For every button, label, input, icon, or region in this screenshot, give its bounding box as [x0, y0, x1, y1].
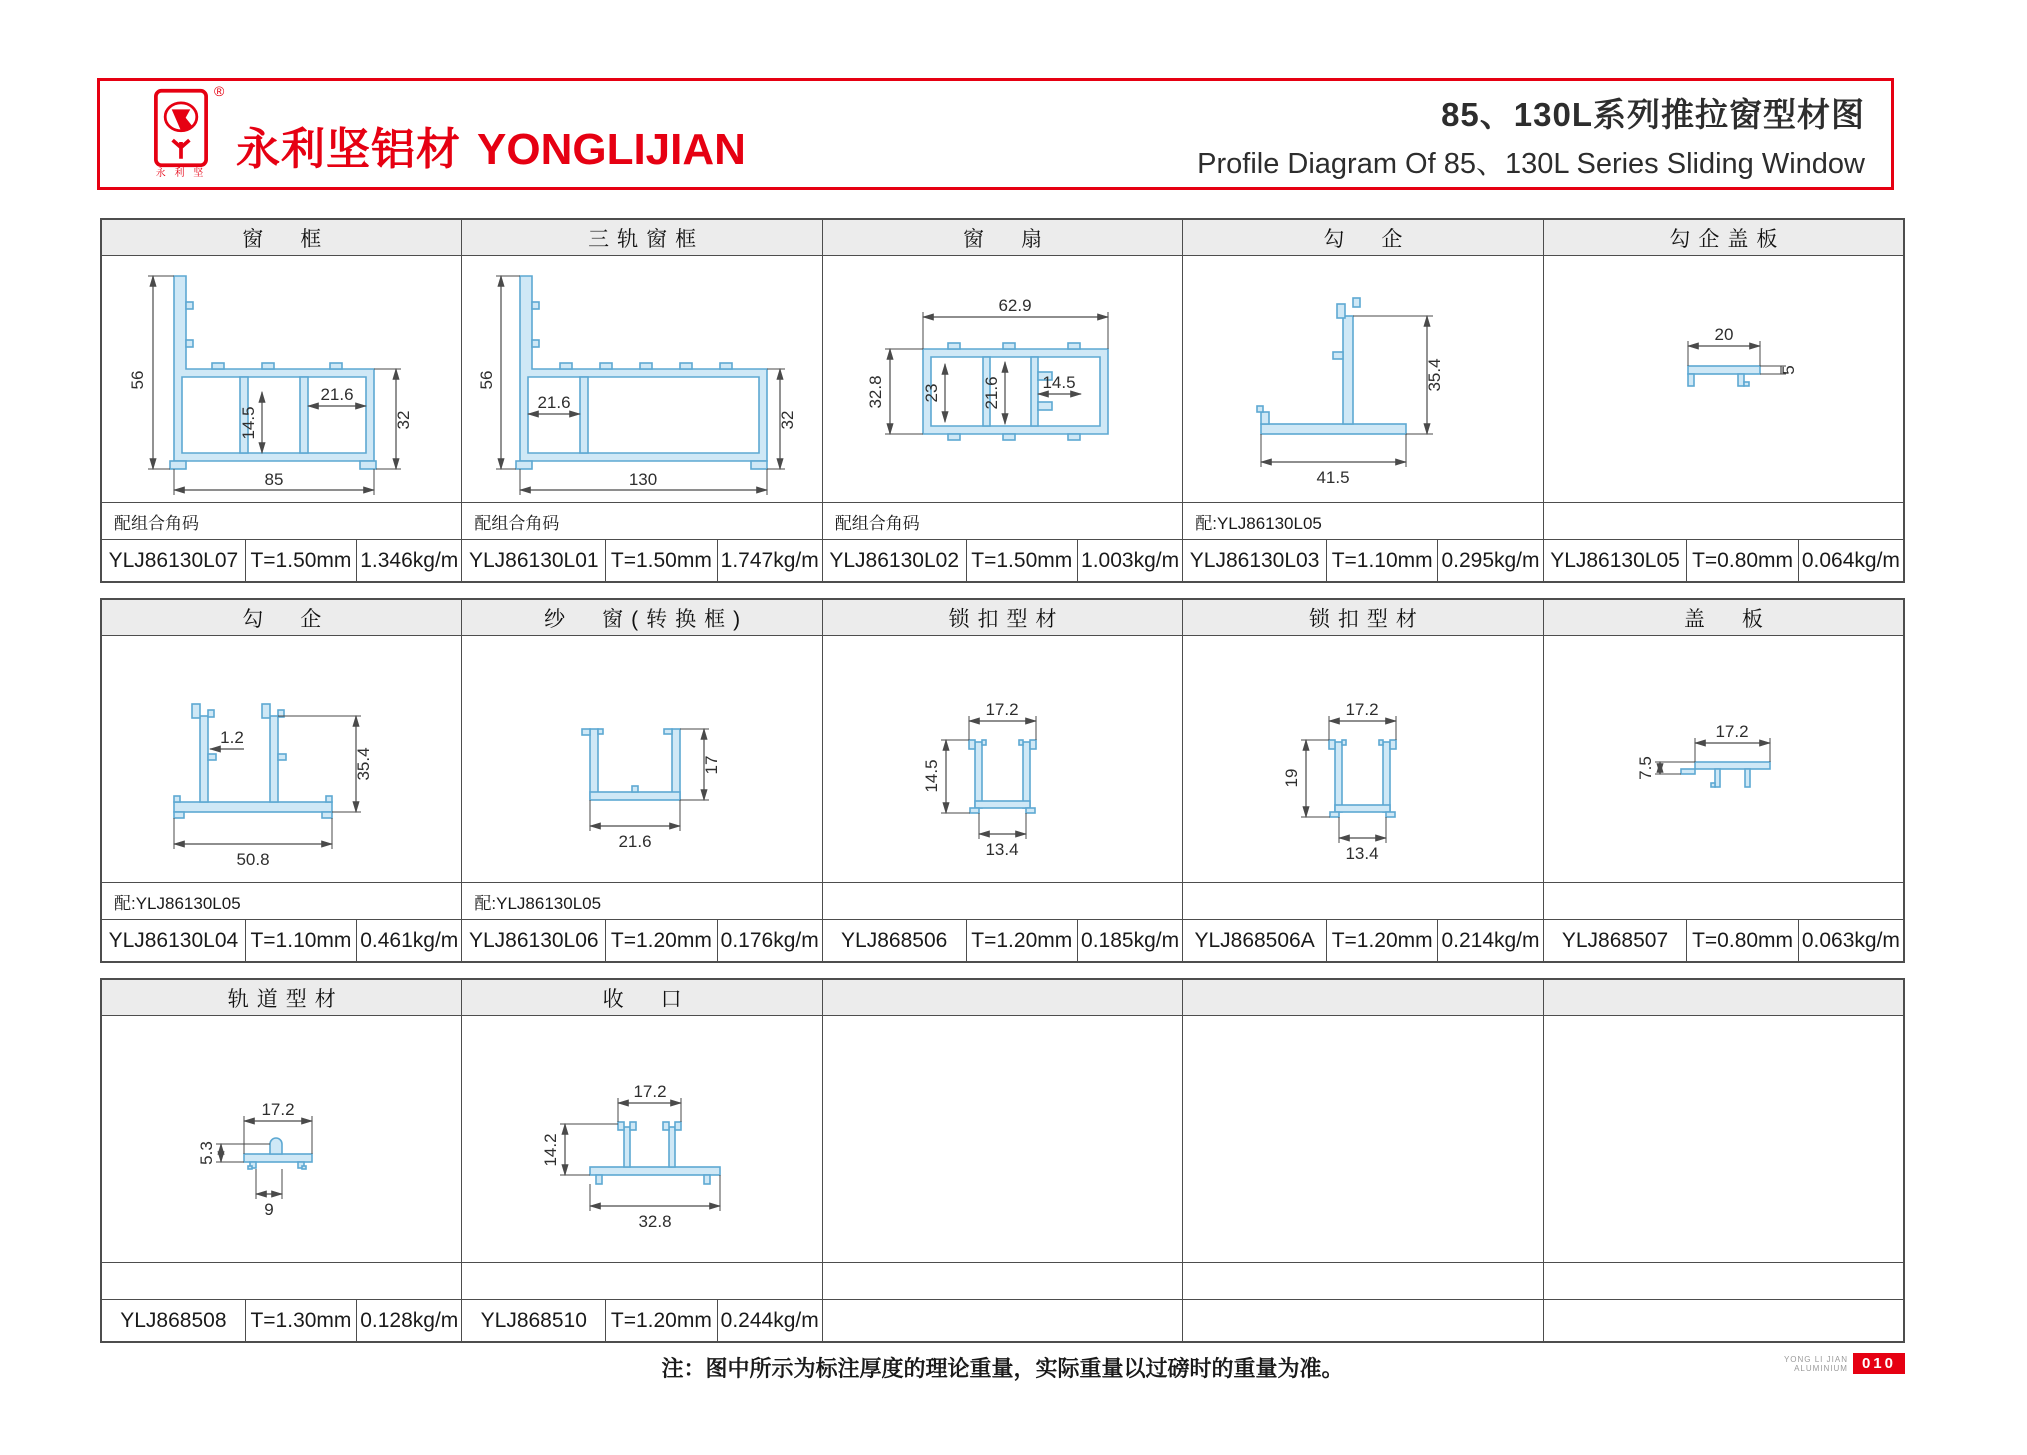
- model-code: [1544, 1300, 1688, 1341]
- cell-title: 收 口: [462, 980, 821, 1016]
- profile-outline: [923, 343, 1108, 440]
- profile-drawing-window-sash: [833, 256, 1173, 502]
- brand-logo: [150, 88, 212, 179]
- cell-drawing-area: [823, 256, 1182, 502]
- weight: 0.176kg/m: [720, 928, 819, 952]
- profile-cell-hook-cover-plate: [1544, 220, 1903, 581]
- cell-data-row: [1183, 539, 1542, 581]
- profile-drawing-triple-track-frame: [472, 256, 812, 502]
- dim-label: 32: [393, 410, 413, 430]
- header: [97, 78, 1894, 190]
- profile-cell-hook-lock-1: [1183, 220, 1543, 581]
- thickness: T=0.80mm: [1687, 540, 1798, 581]
- dim-label: 14.5: [1041, 373, 1076, 392]
- cell-data-row: [102, 539, 461, 581]
- dim-label: 19: [1281, 768, 1301, 788]
- dim-label: 13.4: [984, 840, 1019, 859]
- cell-note: [462, 1262, 821, 1299]
- model-code: YLJ86130L04: [102, 920, 246, 961]
- cell-drawing-area: [823, 636, 1182, 882]
- cell-data-row: [1544, 919, 1903, 961]
- thickness: T=1.10mm: [1327, 540, 1438, 581]
- dim-label: 20: [1714, 325, 1734, 344]
- model-code: YLJ868507: [1544, 920, 1688, 961]
- model-code: [823, 1300, 967, 1341]
- profile-outline: [170, 276, 376, 469]
- cell-data-row: [1183, 1299, 1542, 1341]
- weight: [1438, 1300, 1542, 1341]
- model-code: YLJ868506A: [1183, 920, 1327, 961]
- cell-drawing-area: [1183, 636, 1542, 882]
- cell-title: 纱 窗(转换框): [462, 600, 821, 636]
- dim-label: 50.8: [236, 850, 270, 869]
- cell-title: 勾企盖板: [1544, 220, 1903, 256]
- dim-label: 1.2: [219, 728, 244, 747]
- cell-drawing-area: [1544, 256, 1903, 502]
- dim-label: 14.2: [541, 1133, 561, 1167]
- thickness: [1327, 1300, 1438, 1341]
- cell-drawing-area: [1544, 636, 1903, 882]
- dim-label: 14.5: [238, 406, 258, 440]
- cell-drawing-area: [102, 1016, 461, 1262]
- page-badge: [1784, 1353, 1905, 1374]
- thickness: T=1.20mm: [606, 920, 717, 961]
- profile-drawing-lock-catch-1: [833, 636, 1173, 882]
- page-number: 010: [1853, 1353, 1905, 1374]
- profile-outline: [174, 704, 332, 818]
- thickness: [1687, 1300, 1798, 1341]
- cell-title: 锁扣型材: [1183, 600, 1542, 636]
- cell-data-row: [823, 539, 1182, 581]
- cell-data-row: [1544, 539, 1903, 581]
- cell-title: 三轨窗框: [462, 220, 821, 256]
- cell-data-row: [823, 919, 1182, 961]
- cell-drawing-area: [1544, 1016, 1903, 1262]
- weight: 0.244kg/m: [720, 1308, 819, 1332]
- table-row: [100, 978, 1905, 1343]
- profile-drawing-track: [112, 1016, 452, 1262]
- cell-title: 勾 企: [1183, 220, 1542, 256]
- cell-drawing-area: [462, 256, 821, 502]
- weight: [1799, 1300, 1903, 1341]
- cell-drawing-area: [102, 636, 461, 882]
- cell-title: [1544, 980, 1903, 1016]
- page-title-cn: 85、130L系列推拉窗型材图: [1441, 96, 1865, 133]
- profile-outline: [516, 276, 767, 469]
- thickness: T=1.50mm: [967, 540, 1078, 581]
- weight: 1.747kg/m: [720, 548, 819, 572]
- cell-note: [823, 882, 1182, 919]
- badge-brand-line1: YONG LI JIAN: [1783, 1354, 1848, 1364]
- weight: 0.185kg/m: [1081, 928, 1180, 952]
- cell-note: 配组合角码: [102, 502, 461, 539]
- profile-drawing-lock-catch-2: [1193, 636, 1533, 882]
- cell-note: [1544, 1262, 1903, 1299]
- weight: 1.346kg/m: [360, 548, 459, 572]
- cell-note: 配组合角码: [462, 502, 821, 539]
- cell-drawing-area: [1183, 256, 1542, 502]
- weight: 1.003kg/m: [1081, 548, 1180, 572]
- profile-outline: [1257, 298, 1406, 434]
- profile-outline: [244, 1138, 312, 1169]
- cell-data-row: [1183, 919, 1542, 961]
- cell-note: [823, 1262, 1182, 1299]
- cell-data-row: [823, 1299, 1182, 1341]
- profile-cell-screen-adapter-frame: [462, 600, 822, 961]
- dim-label: 62.9: [997, 296, 1032, 315]
- dim-label: 14.5: [921, 759, 941, 793]
- cell-title: 锁扣型材: [823, 600, 1182, 636]
- profile-table: [100, 218, 1905, 1358]
- profile-cell-closing-strip: [462, 980, 822, 1341]
- registered-trademark-icon: ®: [214, 83, 225, 99]
- profile-drawing-hook-lock-1: [1193, 256, 1533, 502]
- cell-note: 配组合角码: [823, 502, 1182, 539]
- profile-drawing-closing-strip: [472, 1016, 812, 1262]
- model-code: YLJ86130L02: [823, 540, 967, 581]
- cell-title: [1183, 980, 1542, 1016]
- dim-label: 21.6: [981, 376, 1001, 410]
- model-code: YLJ86130L05: [1544, 540, 1688, 581]
- dim-label: 23: [921, 383, 941, 403]
- cell-note: 配:YLJ86130L05: [462, 882, 821, 919]
- dim-label: 17.2: [984, 700, 1019, 719]
- cell-note: [102, 1262, 461, 1299]
- badge-brand-text: [1784, 1355, 1848, 1373]
- page-title: [1197, 89, 1865, 182]
- brand-name: [236, 113, 746, 177]
- cell-data-row: [1544, 1299, 1903, 1341]
- dim-label: 35.4: [353, 747, 373, 781]
- cell-drawing-area: [102, 256, 461, 502]
- dim-label: 21.6: [320, 385, 354, 404]
- page-title-en: Profile Diagram Of 85、130L Series Sliding Window: [1197, 148, 1865, 180]
- model-code: YLJ86130L06: [462, 920, 606, 961]
- profile-cell-triple-track-frame-130: [462, 220, 822, 581]
- cell-title: 轨道型材: [102, 980, 461, 1016]
- brand-name-cn: 永利坚铝材: [236, 125, 461, 174]
- dim-label: 17.2: [261, 1100, 295, 1119]
- cell-drawing-area: [462, 1016, 821, 1262]
- model-code: YLJ868510: [462, 1300, 606, 1341]
- dim-label: 35.4: [1424, 358, 1444, 392]
- badge-brand-line2: ALUMINIUM: [1794, 1363, 1848, 1373]
- thickness: T=0.80mm: [1687, 920, 1798, 961]
- footer-note: 注：图中所示为标注厚度的理论重量，实际重量以过磅时的重量为准。: [661, 1356, 1344, 1381]
- model-code: YLJ86130L03: [1183, 540, 1327, 581]
- model-code: [1183, 1300, 1327, 1341]
- dim-label: 21.6: [618, 832, 652, 851]
- table-row: [100, 218, 1905, 583]
- cell-title: [823, 980, 1182, 1016]
- cell-title: 窗 扇: [823, 220, 1182, 256]
- model-code: YLJ86130L07: [102, 540, 246, 581]
- weight: 0.128kg/m: [360, 1308, 459, 1332]
- dim-label: 21.6: [537, 393, 571, 412]
- dim-label: 56: [127, 370, 147, 390]
- logo-subtext: 永 利 坚: [155, 168, 207, 179]
- cell-drawing-area: [1183, 1016, 1542, 1262]
- profile-drawing-cover-plate: [1553, 636, 1893, 882]
- weight: 0.063kg/m: [1801, 928, 1900, 952]
- cell-note: [1183, 882, 1542, 919]
- dim-label: 56: [477, 370, 497, 390]
- cell-data-row: [462, 919, 821, 961]
- dimensions: [590, 729, 721, 851]
- cell-note: 配:YLJ86130L05: [102, 882, 461, 919]
- model-code: YLJ86130L01: [462, 540, 606, 581]
- profile-drawing-hook-cover-plate: [1553, 256, 1893, 502]
- profile-outline: [1681, 762, 1770, 787]
- cell-note: [1544, 882, 1903, 919]
- dim-label: 17.2: [1715, 722, 1749, 741]
- profile-outline: [1688, 366, 1760, 386]
- thickness: T=1.10mm: [246, 920, 357, 961]
- weight: [1078, 1300, 1182, 1341]
- cell-data-row: [102, 919, 461, 961]
- thickness: [967, 1300, 1078, 1341]
- weight: 0.461kg/m: [360, 928, 459, 952]
- model-code: YLJ868508: [102, 1300, 246, 1341]
- brand-name-en: YONGLIJIAN: [477, 125, 746, 174]
- cell-data-row: [462, 1299, 821, 1341]
- thickness: T=1.50mm: [246, 540, 357, 581]
- profile-cell-hook-lock-2: [102, 600, 462, 961]
- dim-label: 32.8: [638, 1212, 672, 1231]
- cell-title: 窗 框: [102, 220, 461, 256]
- cell-note: 配:YLJ86130L05: [1183, 502, 1542, 539]
- cell-title: 勾 企: [102, 600, 461, 636]
- dim-label: 5: [1779, 365, 1799, 375]
- profile-drawing-screen-adapter: [472, 636, 812, 882]
- profile-cell-window-frame-85: [102, 220, 462, 581]
- dim-label: 85: [264, 470, 284, 489]
- cell-drawing-area: [462, 636, 821, 882]
- weight: 0.295kg/m: [1441, 548, 1540, 572]
- dim-label: 17.2: [633, 1082, 667, 1101]
- profile-cell-lock-catch-2: [1183, 600, 1543, 961]
- thickness: T=1.20mm: [967, 920, 1078, 961]
- dim-label: 9: [263, 1200, 274, 1219]
- profile-drawing-window-frame-85: [112, 256, 452, 502]
- profile-cell-cover-plate: [1544, 600, 1903, 961]
- profile-cell-window-sash: [823, 220, 1183, 581]
- thickness: T=1.20mm: [606, 1300, 717, 1341]
- profile-cell-lock-catch-1: [823, 600, 1183, 961]
- profile-outline: [590, 1122, 720, 1184]
- profile-drawing-hook-lock-2: [112, 636, 452, 882]
- profile-cell-empty: [1544, 980, 1903, 1341]
- cell-note: [1544, 502, 1903, 539]
- dim-label: 5.3: [196, 1141, 216, 1165]
- profile-outline: [582, 729, 680, 800]
- cell-data-row: [462, 539, 821, 581]
- dim-label: 17.2: [1345, 700, 1379, 719]
- dim-label: 7.5: [1636, 756, 1656, 780]
- profile-outline: [1329, 740, 1396, 817]
- profile-cell-empty: [1183, 980, 1543, 1341]
- profile-outline: [969, 740, 1036, 813]
- thickness: T=1.30mm: [246, 1300, 357, 1341]
- thickness: T=1.50mm: [606, 540, 717, 581]
- dim-label: 13.4: [1345, 844, 1379, 863]
- table-row: [100, 598, 1905, 963]
- dim-label: 32.8: [865, 375, 885, 409]
- cell-drawing-area: [823, 1016, 1182, 1262]
- dim-label: 130: [628, 470, 658, 489]
- profile-cell-empty: [823, 980, 1183, 1341]
- thickness: T=1.20mm: [1327, 920, 1438, 961]
- cell-note: [1183, 1262, 1542, 1299]
- model-code: YLJ868506: [823, 920, 967, 961]
- yonglijian-logo-icon: [153, 88, 209, 168]
- dim-label: 17: [702, 755, 722, 775]
- dim-label: 32: [778, 410, 798, 430]
- dim-label: 41.5: [1316, 468, 1350, 487]
- weight: 0.214kg/m: [1441, 928, 1540, 952]
- cell-title: 盖 板: [1544, 600, 1903, 636]
- weight: 0.064kg/m: [1801, 548, 1900, 572]
- cell-data-row: [102, 1299, 461, 1341]
- profile-cell-track: [102, 980, 462, 1341]
